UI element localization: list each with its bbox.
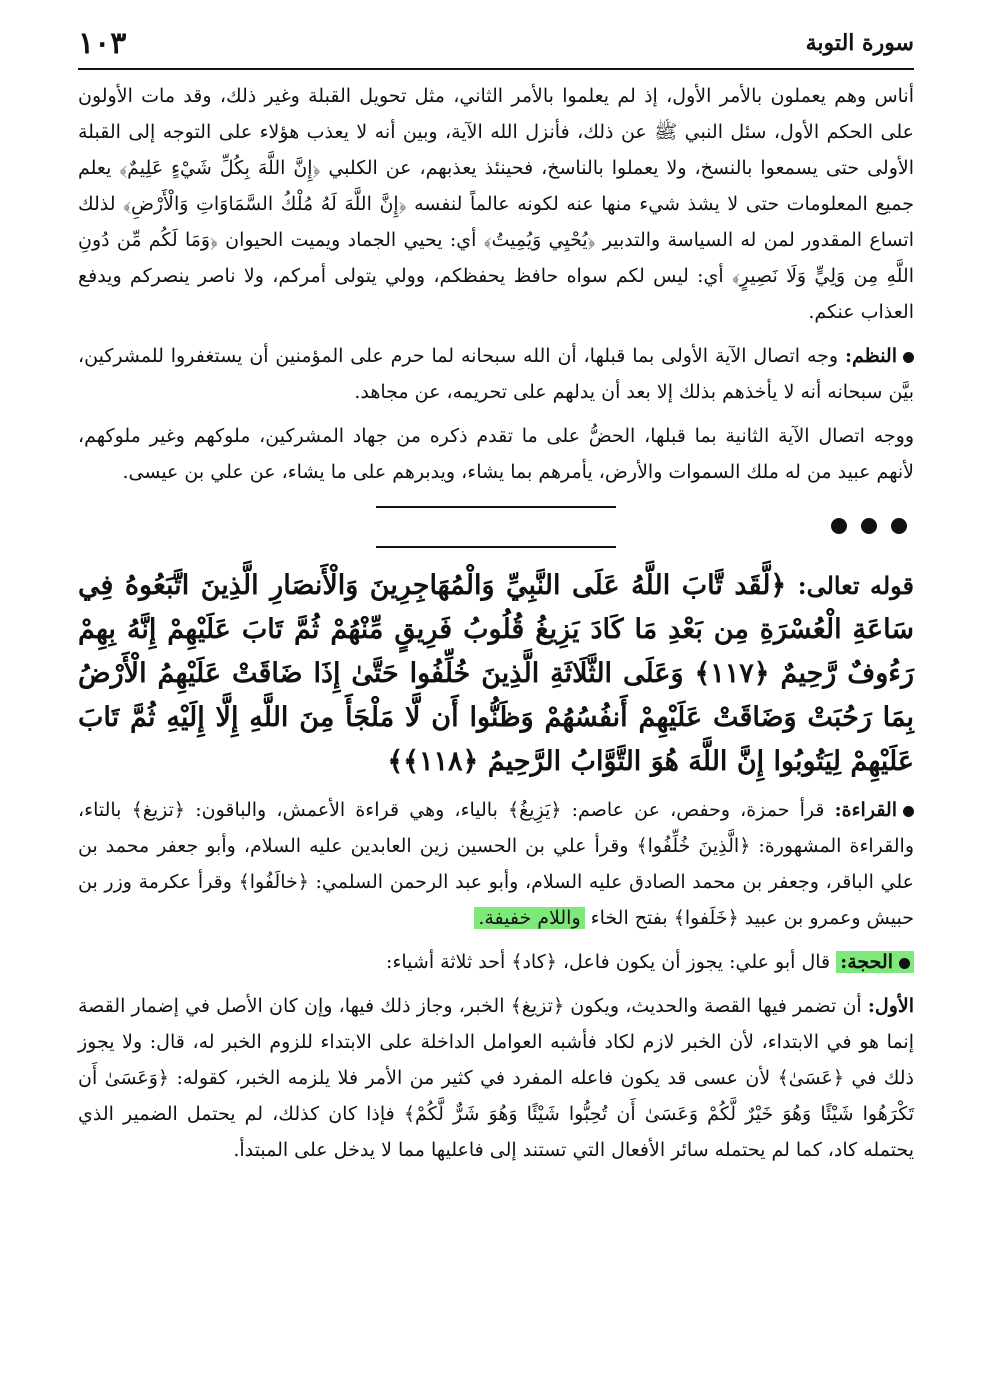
hujja-heading: الحجة:	[840, 951, 893, 973]
hujja-highlight	[836, 951, 914, 973]
paragraph-continuation: أناس وهم يعملون بالأمر الأول، إذ لم يعلموا بالأمر الثاني، مثل تحويل القبلة وغير ذلك، وقد مات الأولون على الحكم الأول، سئل النبي ﷺ عن ذلك، فأنزل الله الآية، وبين أنه لا يعذب هؤلاء على التوجه إلى القبلة الأولى حتى يسمعوا بالنسخ، ولا يعملوا بالناسخ، فحينئذ يعذبهم، عن الكلبي ﴿إِنَّ اللَّهَ بِكُلِّ شَيْءٍ عَلِيمٌ﴾ يعلم جميع المعلومات حتى لا يشذ شيء منها عنه لكونه عالماً لنفسه ﴿إِنَّ اللَّهَ لَهُ مُلْكُ السَّمَاوَاتِ وَالْأَرْضِ﴾ لذلك اتساع المقدور لمن له السياسة والتدبير ﴿يُحْيِي وَيُمِيتُ﴾ أي: يحيي الجماد ويميت الحيوان ﴿وَمَا لَكُم مِّن دُونِ اللَّهِ مِن وَلِيٍّ وَلَا نَصِيرٍ﴾ أي: ليس لكم سواه حافظ يحفظكم، وولي يتولى أمركم، ولا ناصر ينصركم ويدفع العذاب عنكم.	[78, 85, 914, 323]
bullet-icon	[903, 806, 914, 817]
bullet-icon	[903, 352, 914, 363]
hujja-section	[78, 944, 914, 980]
page-header	[78, 20, 914, 70]
hujja-text: قال أبو علي: يجوز أن يكون فاعل، ﴿كاد﴾ أحد ثلاثة أشياء:	[386, 951, 831, 973]
page-content	[78, 78, 914, 1168]
qiraa-heading: القراءة:	[834, 799, 897, 821]
section-divider	[78, 494, 914, 560]
awwal-heading: الأول:	[867, 995, 914, 1017]
quran-verse-block	[78, 564, 914, 784]
divider-line	[376, 506, 616, 508]
qiraa-section	[78, 792, 914, 936]
nazm-heading: النظم:	[844, 345, 897, 367]
qiraa-text: قرأ حمزة، وحفص، عن عاصم: ﴿يَزِيغُ﴾ بالياء، وهي قراءة الأعمش، والباقون: ﴿تزيغ﴾ بالتاء، والقراءة المشهورة: ﴿الَّذِينَ خُلِّفُوا﴾ وقرأ علي بن الحسين زين العابدين عليه السلام، وأبو جعفر محمد بن علي الباقر، وجعفر بن محمد الصادق عليه السلام، وأبو عبد الرحمن السلمي: ﴿خالَفُوا﴾ وقرأ عكرمة وزر بن حبيش وعمرو بن عبيد ﴿خَلَفوا﴾ بفتح الخاء	[78, 799, 914, 929]
nazm-text: وجه اتصال الآية الأولى بما قبلها، أن الله سبحانه لما حرم على المؤمنين أن يستغفروا للمشركين، بيَّن سبحانه أنه لا يأخذهم بذلك إلا بعد أن يدلهم على تحريمه، عن مجاهد.	[78, 345, 914, 403]
divider-dots-icon	[78, 518, 914, 538]
awwal-section	[78, 988, 914, 1168]
divider-line	[376, 546, 616, 548]
surah-title: سورة التوبة	[805, 30, 914, 56]
verse-intro: قوله تعالى:	[797, 571, 915, 600]
highlighted-text: واللام خفيفة.	[474, 907, 584, 929]
verse-text: ﴿لَّقَد تَّابَ اللَّهُ عَلَى النَّبِيِّ وَالْمُهَاجِرِينَ وَالْأَنصَارِ الَّذِينَ اتَّبَعُوهُ فِي سَاعَةِ الْعُسْرَةِ مِن بَعْدِ مَا كَادَ يَزِيغُ قُلُوبُ فَرِيقٍ مِّنْهُمْ ثُمَّ تَابَ عَلَيْهِمْ إِنَّهُ بِهِمْ رَءُوفٌ رَّحِيمٌ ﴿١١٧﴾ وَعَلَى الثَّلَاثَةِ الَّذِينَ خُلِّفُوا حَتَّىٰ إِذَا ضَاقَتْ عَلَيْهِمُ الْأَرْضُ بِمَا رَحُبَتْ وَضَاقَتْ عَلَيْهِمْ أَنفُسُهُمْ وَظَنُّوا أَن لَّا مَلْجَأَ مِنَ اللَّهِ إِلَّا إِلَيْهِ ثُمَّ تَابَ عَلَيْهِمْ لِيَتُوبُوا إِنَّ اللَّهَ هُوَ التَّوَّابُ الرَّحِيمُ ﴿١١٨﴾﴾	[78, 570, 914, 777]
nazm-section	[78, 338, 914, 410]
awwal-text: أن تضمر فيها القصة والحديث، ويكون ﴿تزيغ﴾ الخبر، وجاز ذلك فيها، وإن كان الأصل في إضمار القصة إنما هو في الابتداء، لأن الخبر لازم لكاد فأشبه العوامل الداخلة على الابتداء للزوم الخبر له، قال: ولا يجوز ذلك في ﴿عَسَىٰ﴾ لأن عسى قد يكون فاعله المفرد في كثير من الأمر فلا يلزمه الخبر، كقوله: ﴿وَعَسَىٰ أَن تَكْرَهُوا شَيْئًا وَهُوَ خَيْرٌ لَّكُمْ وَعَسَىٰ أَن تُحِبُّوا شَيْئًا وَهُوَ شَرٌّ لَّكُمْ﴾ فإذا كان كذلك، لم يحتمل الضمير الذي يحتمله كاد، كما لم يحتمله سائر الأفعال التي تستند إلى فاعليها مما لا يدخل على المبتدأ.	[78, 995, 914, 1161]
paragraph-second-verse-link: ووجه اتصال الآية الثانية بما قبلها، الحضُّ على ما تقدم ذكره من جهاد المشركين، ملوكهم وغير ملوكهم، لأنهم عبيد من له ملك السموات والأرض، يأمرهم بما يشاء، ويدبرهم على ما يشاء، عن علي بن عيسى.	[78, 425, 914, 483]
bullet-icon	[899, 958, 910, 969]
page-number: ١٠٣	[78, 26, 127, 61]
